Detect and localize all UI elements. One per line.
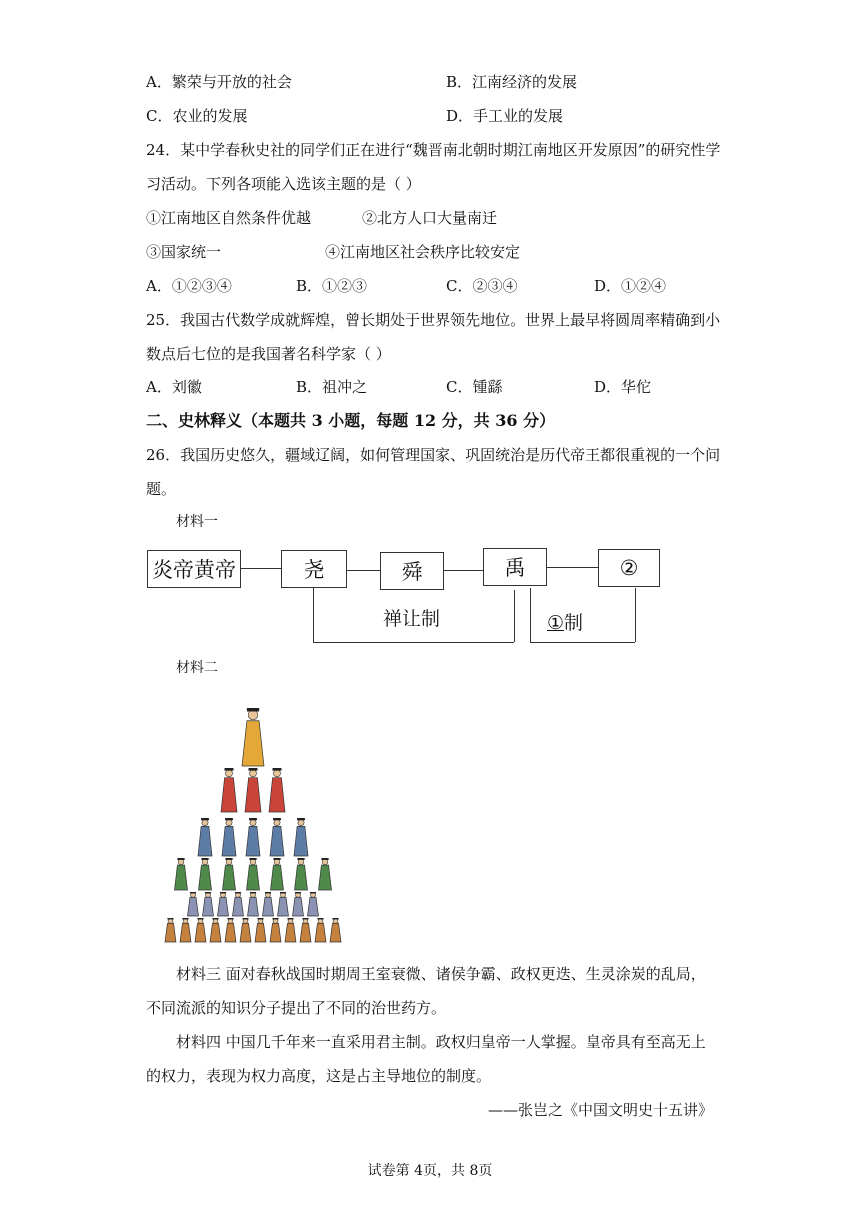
- q24-stem-line1: 24．某中学春秋史社的同学们正在进行“魏晋南北朝时期江南地区开发原因”的研究性学: [146, 141, 721, 159]
- pyramid-figure-row-6: [285, 918, 296, 942]
- box-yao: 尧: [281, 550, 347, 588]
- pyramid-figure-row-6: [210, 918, 221, 942]
- material1-label: 材料一: [176, 514, 218, 530]
- bracket-line: [530, 642, 635, 643]
- q24-stem-line2: 习活动。下列各项能入选该主题的是（ ）: [146, 175, 421, 193]
- pyramid-figure-row-5: [218, 892, 229, 916]
- bracket-line: [514, 590, 515, 642]
- pyramid-figure-row-3: [294, 818, 308, 856]
- pyramid-figure-row-2: [269, 768, 285, 812]
- q25-stem-line2: 数点后七位的是我国著名科学家（ ）: [146, 345, 391, 363]
- material3-line2: 不同流派的知识分子提出了不同的治世药方。: [146, 999, 447, 1017]
- pyramid-figure-row-6: [300, 918, 311, 942]
- q24-option-b: B．①②③: [296, 277, 368, 295]
- pyramid-figure-row-6: [165, 918, 176, 942]
- bracket-line: [635, 588, 636, 642]
- section-heading: 二、史林释义（本题共 3 小题，每题 12 分，共 36 分）: [146, 411, 556, 430]
- q24-option-a: A．①②③④: [146, 277, 232, 295]
- pyramid-figure-row-6: [180, 918, 191, 942]
- pyramid-figure-row-2: [221, 768, 237, 812]
- pyramid-figure-row-5: [263, 892, 274, 916]
- pyramid-figure-row-4: [199, 858, 212, 890]
- pyramid-figure-row-3: [198, 818, 212, 856]
- pyramid-figure-row-3: [270, 818, 284, 856]
- bracket-line: [313, 642, 514, 643]
- material3-line1: 材料三 面对春秋战国时期周王室衰微、诸侯争霸、政权更迭、生灵涂炭的乱局，: [176, 965, 706, 983]
- pyramid-figure-row-6: [195, 918, 206, 942]
- pyramid-figure-row-6: [315, 918, 326, 942]
- pyramid-figure-row-4: [175, 858, 188, 890]
- q24-item-4: ④江南地区社会秩序比较安定: [325, 243, 521, 261]
- bracket-label-blank-1: [547, 608, 583, 635]
- pyramid-figure-row-2: [245, 768, 261, 812]
- q24-item-3: ③国家统一: [146, 243, 222, 261]
- connector-line: [240, 568, 281, 569]
- q25-option-b: B．祖冲之: [296, 378, 368, 396]
- box-shun: 舜: [380, 552, 444, 590]
- pyramid-figure-row-6: [255, 918, 266, 942]
- q23-option-d: D．手工业的发展: [446, 107, 564, 125]
- connector-line: [346, 570, 380, 571]
- box-yu: 禹: [483, 548, 547, 586]
- pyramid-figure-row-4: [271, 858, 284, 890]
- connector-line: [443, 570, 483, 571]
- q25-option-d: D．华佗: [594, 378, 652, 396]
- page-footer: 试卷第 4页，共 8页: [367, 1163, 493, 1179]
- bracket-line: [530, 588, 531, 642]
- pyramid-figure-row-1: [242, 708, 264, 766]
- pyramid-figure-row-6: [330, 918, 341, 942]
- box-blank-2: ②: [598, 549, 660, 587]
- pyramid-figure-row-4: [247, 858, 260, 890]
- q25-stem-line1: 25．我国古代数学成就辉煌，曾长期处于世界领先地位。世界上最早将圆周率精确到小: [146, 311, 721, 329]
- q25-option-a: A．刘徽: [146, 378, 202, 396]
- q25-option-c: C．锺繇: [446, 378, 503, 396]
- pyramid-figure-row-5: [248, 892, 259, 916]
- pyramid-figure-row-6: [270, 918, 281, 942]
- material4-line1: 材料四 中国几千年来一直采用君主制。政权归皇帝一人掌握。皇帝具有至高无上: [176, 1033, 706, 1051]
- q24-option-d: D．①②④: [594, 277, 667, 295]
- material2-label: 材料二: [176, 660, 218, 676]
- pyramid-figure-row-5: [293, 892, 304, 916]
- social-hierarchy-pyramid-image: [148, 700, 358, 946]
- q24-item-1: ①江南地区自然条件优越: [146, 209, 312, 227]
- pyramid-figure-row-6: [240, 918, 251, 942]
- blank-1-mark: ①: [547, 612, 565, 634]
- pyramid-figure-row-4: [223, 858, 236, 890]
- pyramid-figure-row-6: [225, 918, 236, 942]
- pyramid-figure-row-3: [246, 818, 260, 856]
- material4-source: ——张岂之《中国文明史十五讲》: [488, 1101, 714, 1119]
- q23-option-c: C．农业的发展: [146, 107, 248, 125]
- bracket-line: [313, 588, 314, 642]
- pyramid-figure-row-5: [203, 892, 214, 916]
- pyramid-figure-row-3: [222, 818, 236, 856]
- q23-option-b: B．江南经济的发展: [446, 73, 578, 91]
- q26-stem-line1: 26．我国历史悠久，疆域辽阔，如何管理国家、巩固统治是历代帝王都很重视的一个问: [146, 446, 721, 464]
- q24-item-2: ②北方人口大量南迁: [362, 209, 498, 227]
- pyramid-figure-row-4: [319, 858, 332, 890]
- box-yandi-huangdi: 炎帝黄帝: [147, 550, 241, 588]
- bracket-label-shanrang: 禅让制: [383, 608, 441, 630]
- connector-line: [546, 567, 598, 568]
- q23-option-a: A．繁荣与开放的社会: [146, 73, 292, 91]
- pyramid-figure-row-5: [308, 892, 319, 916]
- pyramid-figure-row-5: [278, 892, 289, 916]
- pyramid-figure-row-5: [233, 892, 244, 916]
- pyramid-figure-row-5: [188, 892, 199, 916]
- material4-line2: 的权力，表现为权力高度，这是占主导地位的制度。: [146, 1067, 492, 1085]
- q26-stem-line2: 题。: [146, 480, 177, 498]
- q24-option-c: C．②③④: [446, 277, 518, 295]
- blank-1-suffix: 制: [564, 612, 584, 634]
- pyramid-figure-row-4: [295, 858, 308, 890]
